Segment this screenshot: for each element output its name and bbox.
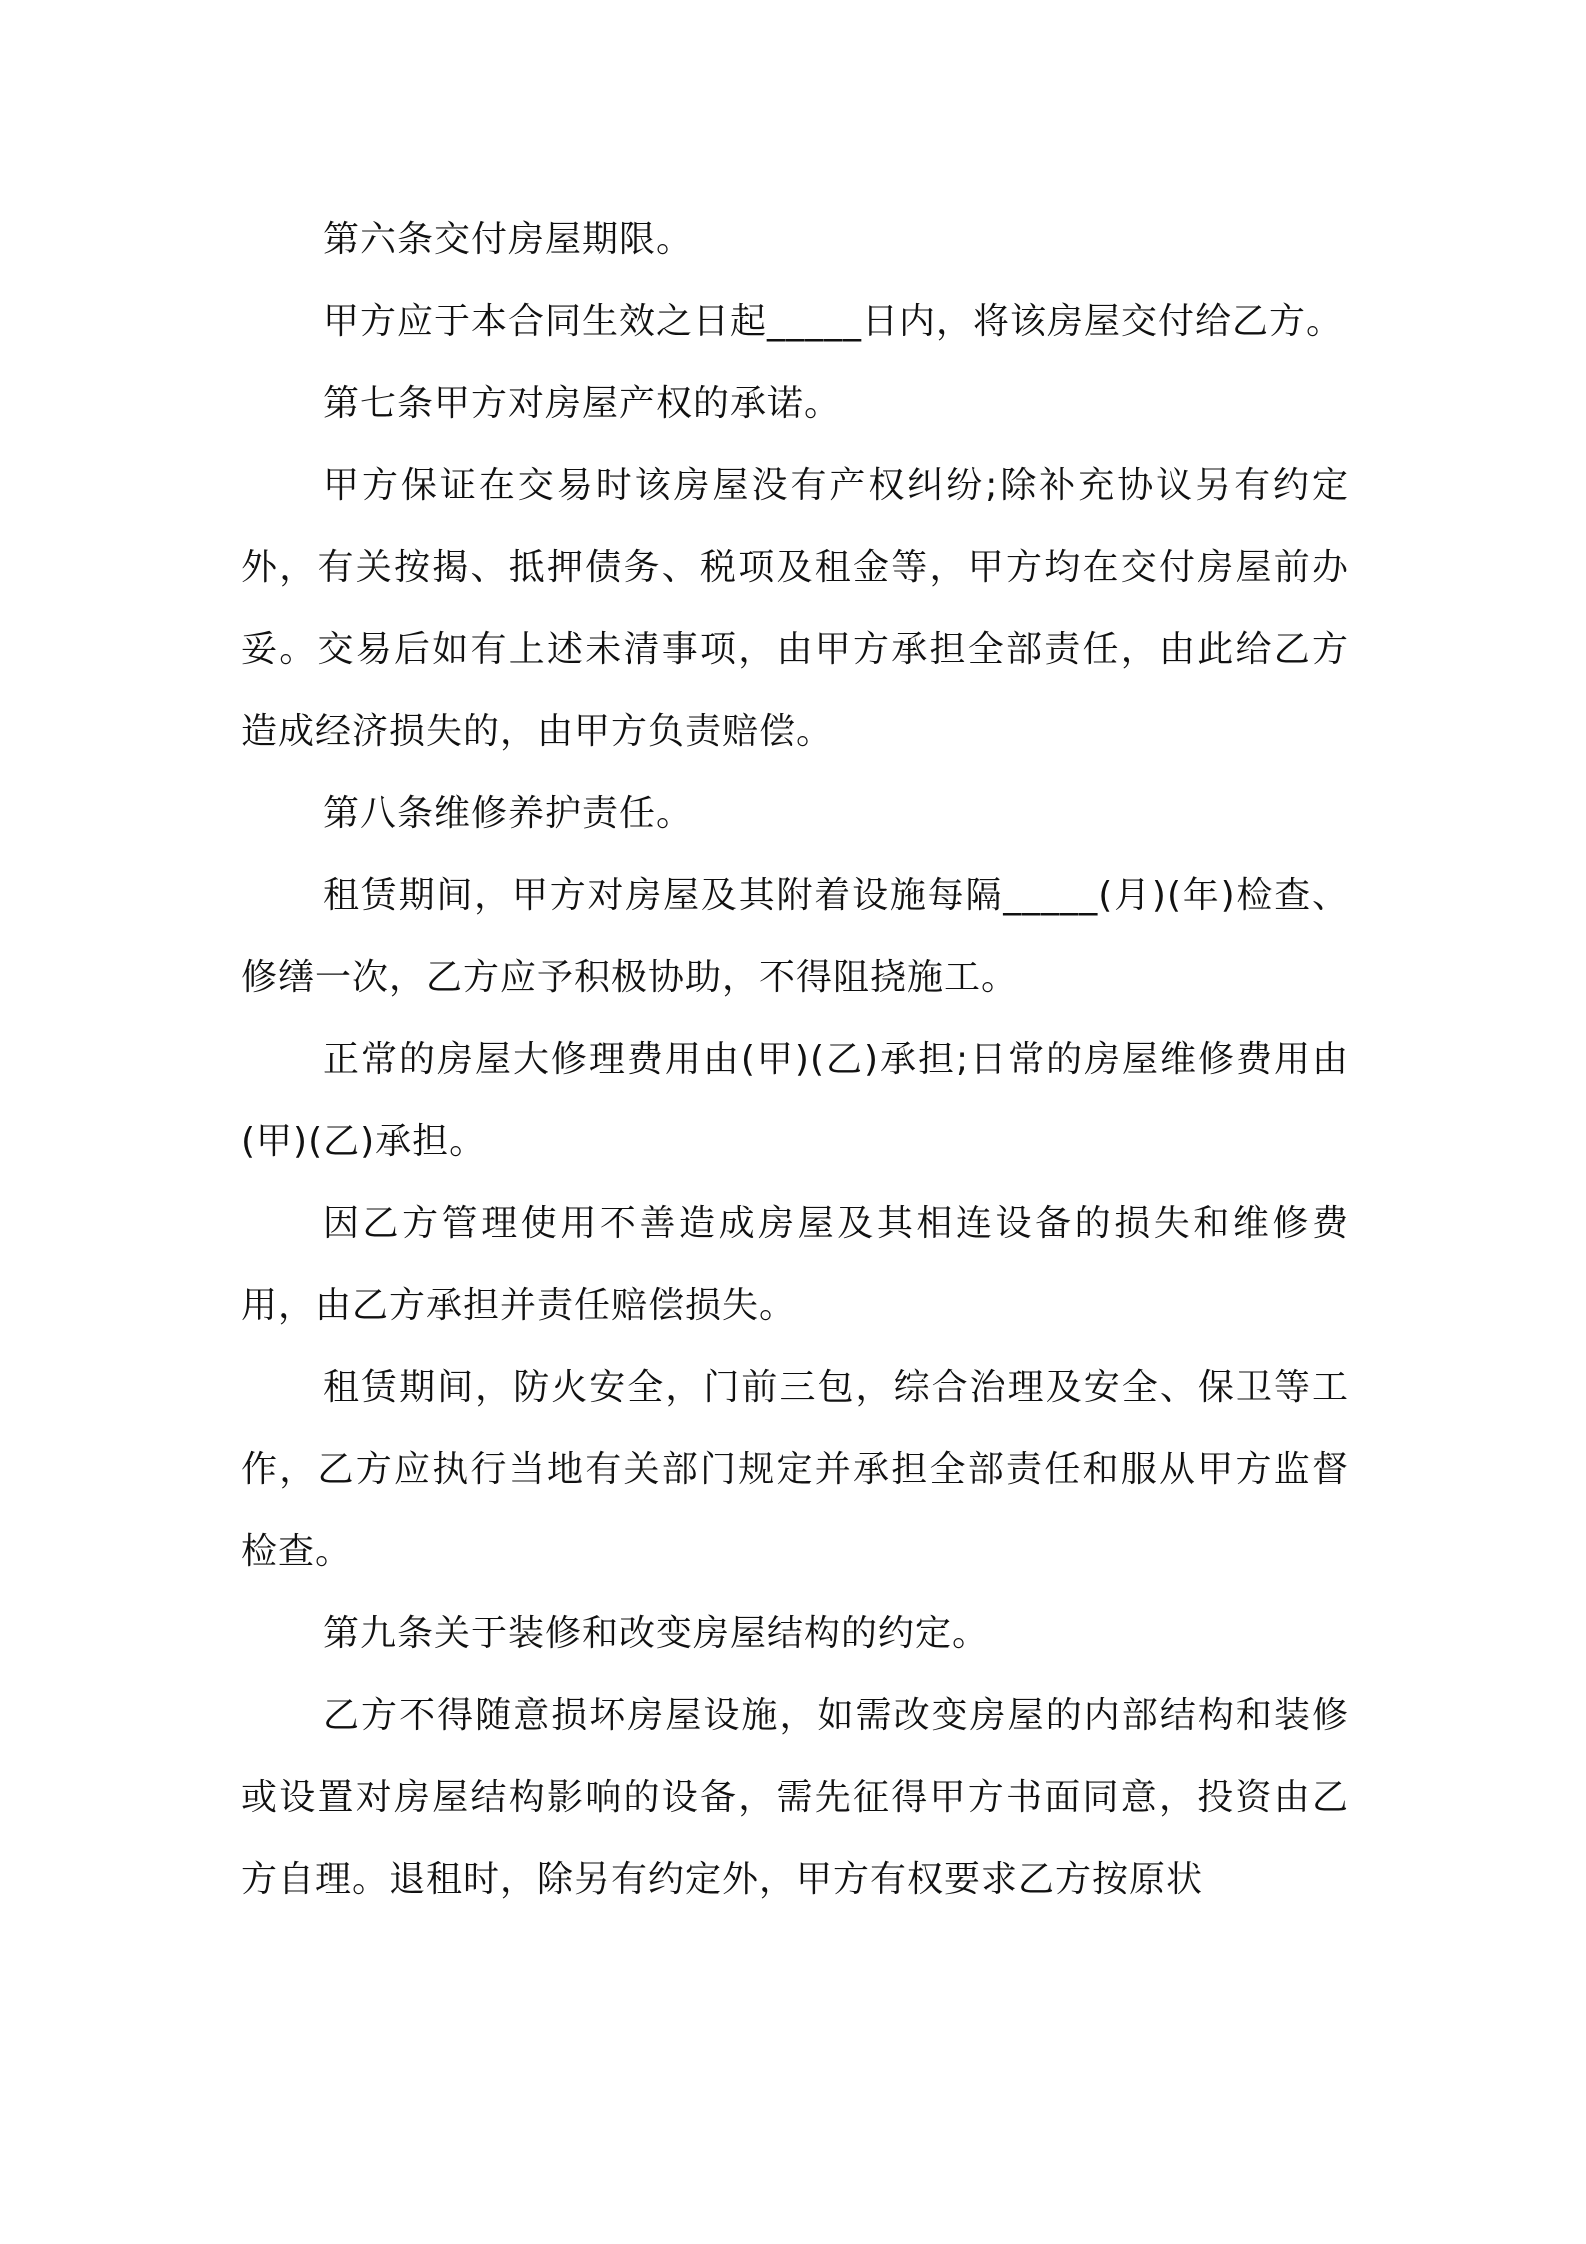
article-9-text: 乙方不得随意损坏房屋设施，如需改变房屋的内部结构和装修或设置对房屋结构影响的设备，需先征得甲方书面同意，投资由乙方自理。退租时，除另有约定外，甲方有权要求乙方按原状 [241,1695,1349,1900]
article-6-heading: 第六条交付房屋期限。 [323,219,694,260]
article-8-cost-text: 正常的房屋大修理费用由(甲)(乙)承担;日常的房屋维修费用由(甲)(乙)承担。 [241,1039,1349,1162]
article-7-heading: 第七条甲方对房屋产权的承诺。 [323,383,842,424]
article-6-text: 甲方应于本合同生效之日起_____日内，将该房屋交付给乙方。 [323,301,1344,342]
document-body [241,199,1349,1921]
article-8-heading: 第八条维修养护责任。 [323,793,694,834]
article-8-damage-text: 因乙方管理使用不善造成房屋及其相连设备的损失和维修费用，由乙方承担并责任赔偿损失。 [241,1203,1349,1326]
article-8-safety-text: 租赁期间，防火安全，门前三包，综合治理及安全、保卫等工作，乙方应执行当地有关部门规定并承担全部责任和服从甲方监督检查。 [241,1367,1349,1572]
article-8-inspection-text: 租赁期间，甲方对房屋及其附着设施每隔_____(月)(年)检查、修缮一次，乙方应予积极协助，不得阻挠施工。 [241,875,1349,998]
article-7-text: 甲方保证在交易时该房屋没有产权纠纷;除补充协议另有约定外，有关按揭、抵押债务、税项及租金等，甲方均在交付房屋前办妥。交易后如有上述未清事项，由甲方承担全部责任，由此给乙方造成经济损失的，由甲方负责赔偿。 [241,465,1349,752]
article-9-heading: 第九条关于装修和改变房屋结构的约定。 [323,1613,990,1654]
